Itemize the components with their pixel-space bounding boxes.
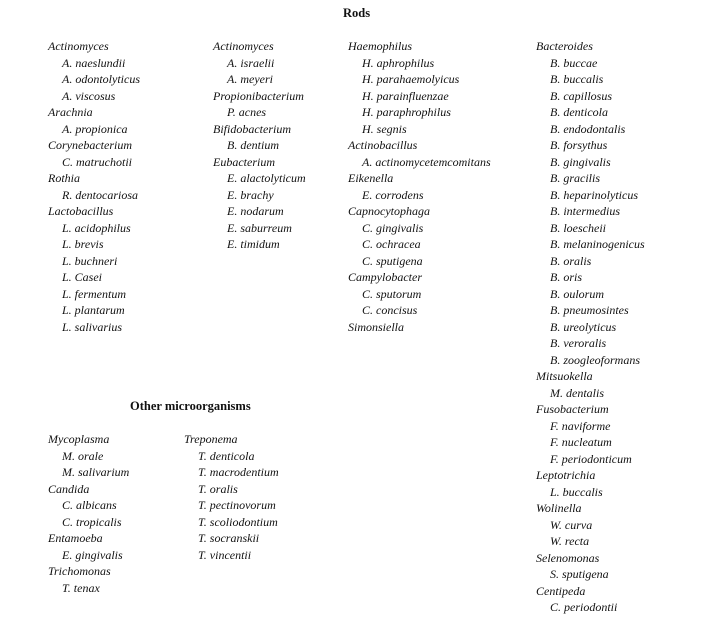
species-b-oulorum: B. oulorum <box>550 286 604 301</box>
species-a-odontolyticus: A. odontolyticus <box>62 72 140 86</box>
genus-treponema: Treponema <box>184 432 238 446</box>
genus-wolinella: Wolinella <box>536 501 582 515</box>
species-b-oris: B. oris <box>550 270 583 284</box>
genus-bifidobacterium: Bifidobacterium <box>213 121 291 136</box>
species-a-actinomycetemcomitans: A. actinomycetemcomitans <box>362 154 491 169</box>
genus-rothia: Rothia <box>48 171 80 185</box>
species-c-ochracea: C. ochracea <box>362 237 421 251</box>
species-l-brevis: L. brevis <box>62 237 104 251</box>
species-m-dentalis: M. dentalis <box>550 385 604 400</box>
species-h-segnis: H. segnis <box>362 121 407 136</box>
rods-column-3 <box>348 38 491 335</box>
species-l-salivarius: L. salivarius <box>62 319 123 334</box>
species-c-sputigena: C. sputigena <box>362 253 423 268</box>
species-c-sputorum: C. sputorum <box>362 286 422 301</box>
species-c-albicans: C. albicans <box>62 498 117 512</box>
genus-centipeda: Centipeda <box>536 583 586 598</box>
genus-candida: Candida <box>48 481 90 496</box>
species-l-buchneri: L. buchneri <box>62 253 118 268</box>
species-l-buccalis: L. buccalis <box>550 484 603 499</box>
other-column-1 <box>48 431 129 596</box>
species-e-alactolyticum: E. alactolyticum <box>227 171 306 185</box>
species-b-gingivalis: B. gingivalis <box>550 154 611 169</box>
species-b-dentium: B. dentium <box>227 138 279 152</box>
species-t-macrodentium: T. macrodentium <box>198 465 279 479</box>
genus-eikenella: Eikenella <box>348 171 394 185</box>
species-m-salivarium: M. salivarium <box>62 465 130 479</box>
species-c-matruchotii: C. matruchotii <box>62 154 133 169</box>
genus-entamoeba: Entamoeba <box>48 531 103 545</box>
genus-actinomyces: Actinomyces <box>213 39 274 53</box>
species-a-propionica: A. propionica <box>62 121 128 136</box>
genus-trichomonas: Trichomonas <box>48 564 111 578</box>
species-e-corrodens: E. corrodens <box>362 187 424 202</box>
genus-selenomonas: Selenomonas <box>536 550 600 565</box>
species-l-acidophilus: L. acidophilus <box>62 220 131 235</box>
rods-column-1 <box>48 38 140 335</box>
species-c-tropicalis: C. tropicalis <box>62 514 122 529</box>
species-s-sputigena: S. sputigena <box>550 567 609 581</box>
species-b-ureolyticus: B. ureolyticus <box>550 319 617 334</box>
species-h-parahaemolyicus: H. parahaemolyicus <box>362 72 460 86</box>
species-b-endodontalis: B. endodontalis <box>550 121 626 136</box>
genus-haemophilus: Haemophilus <box>348 39 412 53</box>
genus-propionibacterium: Propionibacterium <box>213 88 304 103</box>
species-b-forsythus: B. forsythus <box>550 138 608 152</box>
species-h-paraphrophilus: H. paraphrophilus <box>362 105 451 119</box>
genus-arachnia: Arachnia <box>48 105 93 119</box>
species-t-tenax: T. tenax <box>62 580 100 595</box>
rods-column-2 <box>213 38 306 253</box>
genus-capnocytophaga: Capnocytophaga <box>348 204 430 218</box>
rods-heading: Rods <box>343 6 371 20</box>
species-t-oralis: T. oralis <box>198 481 238 496</box>
species-w-recta: W. recta <box>550 534 590 548</box>
species-b-buccae: B. buccae <box>550 55 598 70</box>
other-microorganisms-heading: Other microorganisms <box>130 399 251 413</box>
species-l-casei: L. Casei <box>62 270 103 284</box>
species-t-denticola: T. denticola <box>198 448 255 463</box>
species-t-vincentii: T. vincentii <box>198 547 252 562</box>
species-e-timidum: E. timidum <box>227 237 280 251</box>
species-l-plantarum: L. plantarum <box>62 303 125 317</box>
genus-eubacterium: Eubacterium <box>213 154 275 169</box>
species-a-israelii: A. israelii <box>227 55 275 70</box>
species-b-melaninogenicus: B. melaninogenicus <box>550 237 645 251</box>
species-e-brachy: E. brachy <box>227 187 274 202</box>
species-c-concisus: C. concisus <box>362 303 418 317</box>
genus-actinomyces: Actinomyces <box>48 39 109 53</box>
genus-mycoplasma: Mycoplasma <box>48 432 110 446</box>
species-c-gingivalis: C. gingivalis <box>362 220 424 235</box>
species-e-gingivalis: E. gingivalis <box>62 547 123 562</box>
genus-campylobacter: Campylobacter <box>348 270 422 284</box>
species-h-aphrophilus: H. aphrophilus <box>362 55 435 70</box>
species-b-intermedius: B. intermedius <box>550 204 620 218</box>
genus-lactobacillus: Lactobacillus <box>48 204 114 218</box>
species-t-pectinovorum: T. pectinovorum <box>198 498 276 512</box>
species-p-acnes: P. acnes <box>227 105 267 119</box>
species-f-nucleatum: F. nucleatum <box>550 435 612 449</box>
species-a-viscosus: A. viscosus <box>62 88 116 103</box>
other-column-2 <box>184 431 279 563</box>
genus-fusobacterium: Fusobacterium <box>536 402 609 416</box>
species-t-scoliodontium: T. scoliodontium <box>198 514 278 529</box>
genus-simonsiella: Simonsiella <box>348 319 404 334</box>
genus-actinobacillus: Actinobacillus <box>348 138 418 152</box>
species-b-pneumosintes: B. pneumosintes <box>550 303 629 317</box>
species-a-naeslundii: A. naeslundii <box>62 55 126 70</box>
species-b-heparinolyticus: B. heparinolyticus <box>550 187 638 202</box>
species-a-meyeri: A. meyeri <box>227 72 273 86</box>
species-e-saburreum: E. saburreum <box>227 220 292 235</box>
genus-leptotrichia: Leptotrichia <box>536 468 596 482</box>
genus-bacteroides: Bacteroides <box>536 39 593 53</box>
species-r-dentocariosa: R. dentocariosa <box>62 187 138 202</box>
species-f-periodonticum: F. periodonticum <box>550 451 632 466</box>
species-b-gracilis: B. gracilis <box>550 171 600 185</box>
species-w-curva: W. curva <box>550 517 593 532</box>
species-b-loescheii: B. loescheii <box>550 220 606 235</box>
species-b-zoogleoformans: B. zoogleoformans <box>550 352 640 367</box>
species-c-periodontii: C. periodontii <box>550 600 618 614</box>
species-l-fermentum: L. fermentum <box>62 286 126 301</box>
species-b-buccalis: B. buccalis <box>550 72 604 86</box>
species-b-denticola: B. denticola <box>550 105 608 119</box>
species-b-veroralis: B. veroralis <box>550 336 607 350</box>
species-t-socranskii: T. socranskii <box>198 531 260 545</box>
species-h-parainfluenzae: H. parainfluenzae <box>362 88 449 103</box>
genus-corynebacterium: Corynebacterium <box>48 138 132 152</box>
species-m-orale: M. orale <box>62 448 104 463</box>
species-e-nodarum: E. nodarum <box>227 204 284 218</box>
species-b-capillosus: B. capillosus <box>550 88 612 103</box>
rods-column-4 <box>536 38 645 616</box>
species-f-naviforme: F. naviforme <box>550 418 611 433</box>
species-b-oralis: B. oralis <box>550 253 592 268</box>
genus-mitsuokella: Mitsuokella <box>536 369 593 383</box>
